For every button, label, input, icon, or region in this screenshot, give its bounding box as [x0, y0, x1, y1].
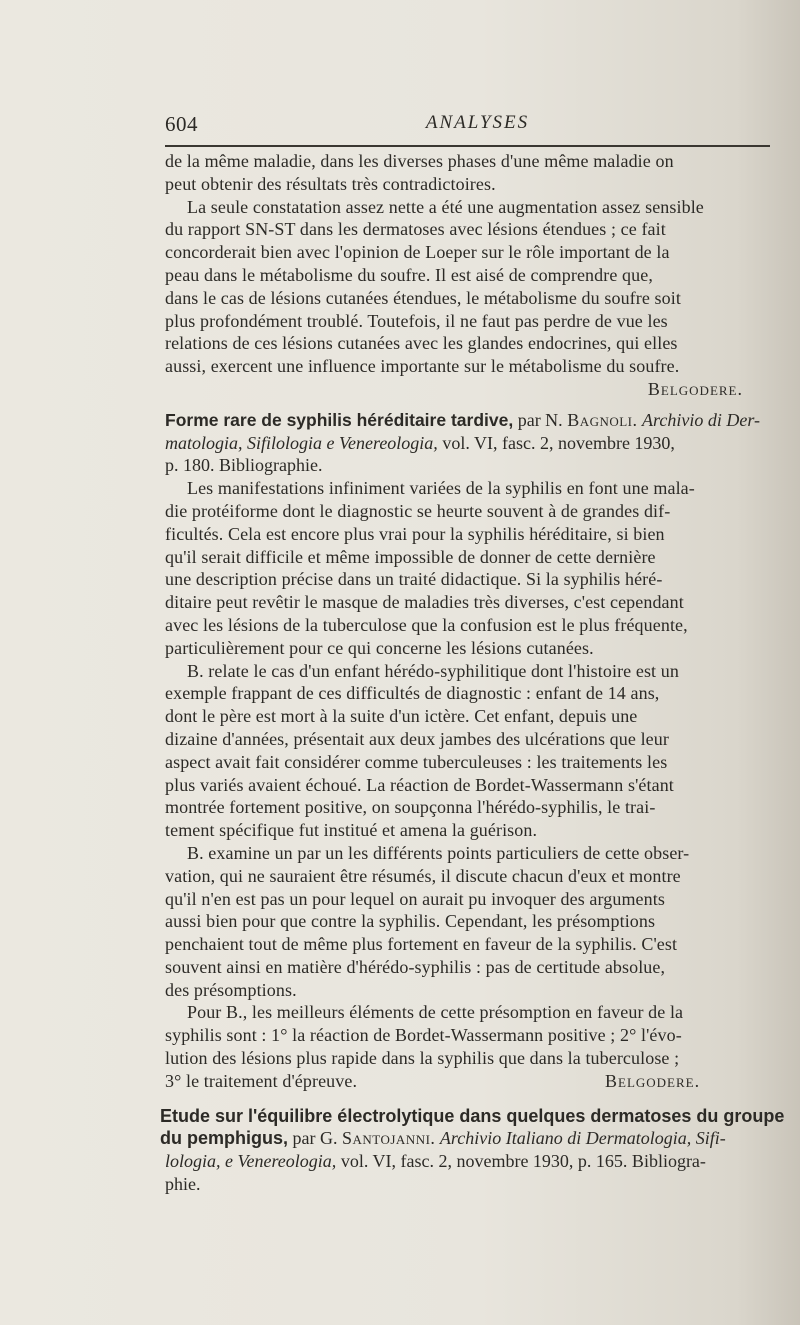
article-heading-line [160, 1127, 785, 1150]
article-reference-line: phie. [165, 1174, 201, 1195]
paragraph [165, 660, 785, 842]
article-reference-line: p. 180. Bibliographie. [165, 455, 323, 476]
text-line: particulièrement pour ce qui concerne les lésions cutanées. [165, 637, 594, 658]
text-line: qu'il serait difficile et même impossible de donner de cette dernière [165, 546, 656, 567]
text-line: 3° le traitement d'épreuve. [165, 1070, 358, 1091]
text-line: syphilis sont : 1° la réaction de Bordet-Wassermann positive ; 2° l'évo- [165, 1025, 682, 1046]
text-line: qu'il n'en est pas un pour lequel on aurait pu invoquer des arguments [165, 888, 665, 909]
text-line: dizaine d'années, présentait aux deux jambes des ulcérations que leur [165, 728, 669, 749]
text-line: ditaire peut revêtir le masque de maladies très diverses, c'est cependant [165, 592, 684, 613]
article-journal: matologia, Sifilologia e Venereologia, [165, 432, 438, 453]
article-title: du pemphigus, [160, 1128, 288, 1149]
text-line: exemple frappant de ces difficultés de diagnostic : enfant de 14 ans, [165, 683, 660, 704]
article-author: Bagnoli. [567, 409, 638, 430]
page-number: 604 [165, 112, 198, 136]
article-par: par N. [517, 409, 563, 430]
text-line-with-signature [165, 1070, 785, 1093]
text-line: du rapport SN-ST dans les dermatoses avec lésions étendues ; ce fait [165, 219, 666, 240]
text-line: souvent ainsi en matière d'hérédo-syphilis : pas de certitude absolue, [165, 956, 666, 977]
article-journal: Archivio di Der- [642, 409, 760, 430]
article-journal: Archivio Italiano di Dermatologia, Sifi- [439, 1128, 726, 1149]
page-header [165, 112, 770, 138]
text-line: dont le père est mort à la suite d'un ictère. Cet enfant, depuis une [165, 706, 638, 727]
article-journal: lologia, e Venereologia, [165, 1151, 337, 1172]
paragraph [165, 477, 785, 659]
page-body [160, 150, 785, 1196]
signature: Belgodere. [605, 1070, 701, 1091]
text-line: peau dans le métabolisme du soufre. Il est aisé de comprendre que, [165, 264, 653, 285]
text-line: montrée fortement positive, on soupçonna l'hérédo-syphilis, le trai- [165, 797, 656, 818]
header-rule [165, 145, 770, 147]
text-line: La seule constatation assez nette a été une augmentation assez sensible [187, 196, 704, 217]
article-title: Etude sur l'équilibre électrolytique dans quelques dermatoses du groupe [160, 1105, 785, 1126]
text-line: die protéiforme dont le diagnostic se heurte souvent à de grandes dif- [165, 500, 671, 521]
text-line: aussi bien pour que contre la syphilis. Cependant, les présomptions [165, 911, 656, 932]
running-title: ANALYSES [425, 112, 530, 133]
text-line: Pour B., les meilleurs éléments de cette présomption en faveur de la [187, 1002, 684, 1023]
text-line: une description précise dans un traité didactique. Si la syphilis héré- [165, 569, 663, 590]
article-reference: vol. VI, fasc. 2, novembre 1930, p. 165. Bibliogra- [340, 1151, 706, 1172]
text-line: des présomptions. [165, 979, 297, 1000]
article-heading-line [165, 409, 785, 432]
text-line: Les manifestations infiniment variées de la syphilis en font une mala- [187, 478, 695, 499]
text-line: aussi, exercent une influence importante sur le métabolisme du soufre. [165, 356, 680, 377]
text-line: de la même maladie, dans les diverses phases d'une même maladie on [165, 151, 674, 171]
text-line: plus variés avaient échoué. La réaction de Bordet-Wassermann s'étant [165, 774, 674, 795]
text-line: penchaient tout de même plus fortement en faveur de la syphilis. C'est [165, 934, 678, 955]
text-line: B. examine un par un les différents points particuliers de cette obser- [187, 842, 690, 863]
article-syphilis [165, 409, 785, 1093]
article-pemphigus [160, 1105, 785, 1196]
text-line: peut obtenir des résultats très contradictoires. [165, 173, 496, 194]
text-line: plus profondément troublé. Toutefois, il ne faut pas perdre de vue les [165, 310, 668, 331]
text-line: concorderait bien avec l'opinion de Loeper sur le rôle important de la [165, 242, 670, 263]
signature: Belgodere. [647, 378, 743, 399]
article-reference: vol. VI, fasc. 2, novembre 1930, [442, 432, 675, 453]
paragraph [165, 842, 785, 1002]
text-line: relations de ces lésions cutanées avec les glandes endocrines, qui elles [165, 333, 678, 354]
article-par: par G. [292, 1128, 338, 1149]
paragraph [165, 1001, 785, 1092]
text-line: B. relate le cas d'un enfant hérédo-syphilitique dont l'histoire est un [187, 660, 679, 681]
article-heading-line [160, 1105, 785, 1128]
article-author: Santojanni. [341, 1128, 436, 1149]
text-line: tement spécifique fut institué et amena la guérison. [165, 820, 538, 841]
article-title: Forme rare de syphilis héréditaire tardive, [165, 409, 514, 430]
text-line: dans le cas de lésions cutanées étendues, le métabolisme du soufre soit [165, 287, 681, 308]
text-line: lution des lésions plus rapide dans la syphilis que dans la tuberculose ; [165, 1048, 680, 1069]
text-line: aspect avait fait considérer comme tuberculeuses : les traitements les [165, 751, 668, 772]
text-line: vation, qui ne sauraient être résumés, il discute chacun d'eux et montre [165, 865, 681, 886]
article-heading-line [160, 1150, 785, 1173]
text-line: ficultés. Cela est encore plus vrai pour la syphilis héréditaire, si bien [165, 523, 665, 544]
article-heading-line [165, 432, 785, 455]
continuation-section [165, 150, 785, 401]
text-line: avec les lésions de la tuberculose que la confusion est le plus fréquente, [165, 614, 688, 635]
